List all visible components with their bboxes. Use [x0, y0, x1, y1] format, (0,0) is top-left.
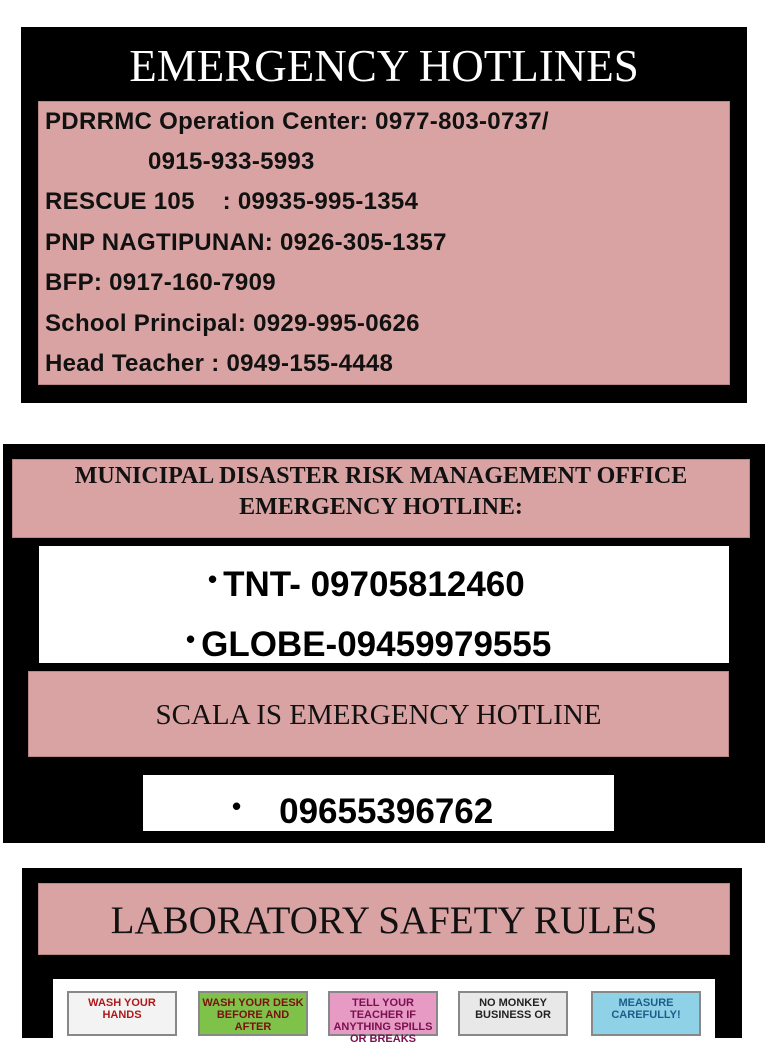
lab-safety-title: LABORATORY SAFETY RULES	[110, 899, 658, 942]
tnt-number-text: TNT- 09705812460	[223, 565, 525, 604]
mdrmo-number-tnt	[208, 558, 525, 606]
bullet-icon: •	[186, 624, 196, 654]
globe-number-text: GLOBE-09459979555	[201, 625, 552, 664]
hotline-rescue: RESCUE 105 : 09935-995-1354	[45, 188, 419, 215]
hotline-pdrrmc: PDRRMC Operation Center: 0977-803-0737/	[45, 108, 549, 135]
mdrmo-title-line2: EMERGENCY HOTLINE:	[239, 494, 523, 520]
mdrmo-title-line1: MUNICIPAL DISASTER RISK MANAGEMENT OFFICE	[74, 463, 688, 489]
hotline-pnp: PNP NAGTIPUNAN: 0926-305-1357	[45, 229, 447, 256]
hotline-school-principal: School Principal: 0929-995-0626	[45, 310, 420, 337]
hotline-bfp: BFP: 0917-160-7909	[45, 269, 276, 296]
scala-number	[232, 785, 493, 833]
hotline-head-teacher: Head Teacher : 0949-155-4448	[45, 350, 394, 377]
mdrmo-number-globe	[186, 618, 551, 666]
scala-number-text: 09655396762	[279, 792, 494, 831]
emergency-hotlines-title: EMERGENCY HOTLINES	[129, 41, 639, 91]
bullet-icon: •	[208, 564, 218, 594]
poster-no-monkey-business: NO MONKEY BUSINESS OR	[458, 991, 568, 1036]
bullet-icon: •	[232, 791, 242, 821]
hotline-pdrrmc-alt: 0915-933-5993	[148, 148, 315, 175]
poster-wash-hands: WASH YOUR HANDS	[67, 991, 177, 1036]
poster-wash-desk: WASH YOUR DESK BEFORE AND AFTER	[198, 991, 308, 1036]
scala-title: SCALA IS EMERGENCY HOTLINE	[155, 699, 602, 731]
poster-tell-teacher: TELL YOUR TEACHER IF ANYTHING SPILLS OR BREAKS	[328, 991, 438, 1036]
poster-measure-carefully: MEASURE CAREFULLY!	[591, 991, 701, 1036]
